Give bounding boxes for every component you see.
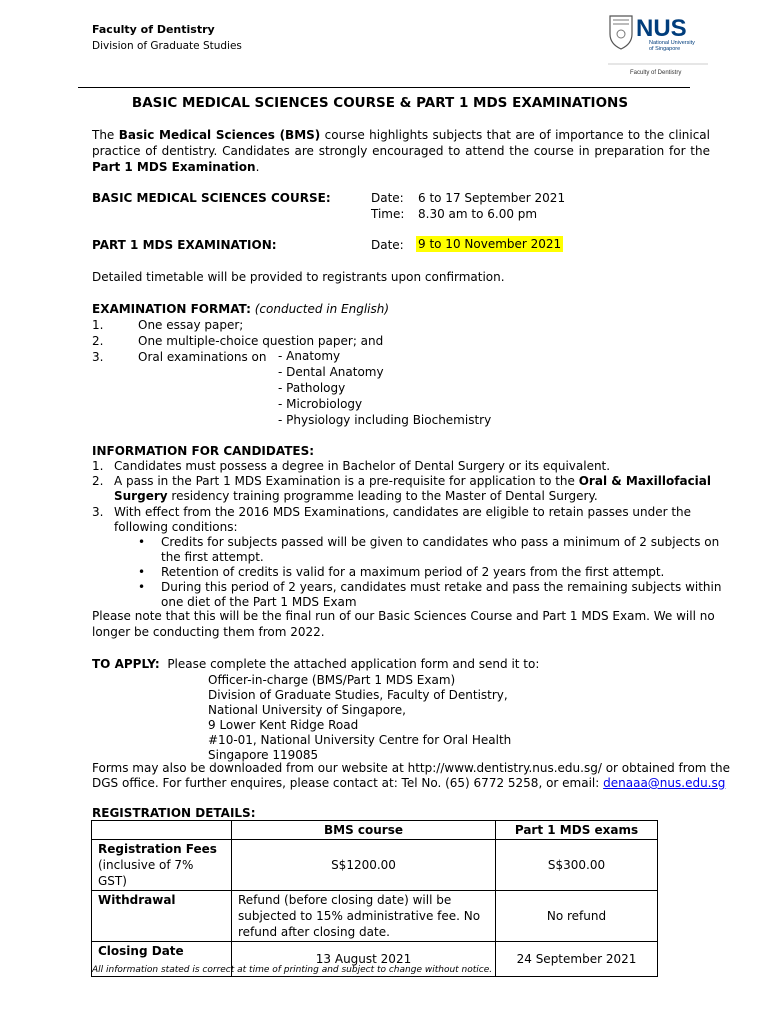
mds-date-label: Date:	[371, 238, 404, 252]
table-row	[92, 891, 658, 942]
registration-table	[91, 820, 658, 977]
condition-bullet-item	[138, 579, 721, 609]
intro-text: The	[92, 128, 119, 142]
intro-text: course highlights subjects that are of importance to the clinical practice of dentistry. Candidates are strongly encouraged to attend the course in preparation for the	[92, 128, 710, 158]
row-label-text: Withdrawal	[98, 893, 176, 907]
exam-format-item	[92, 333, 384, 349]
exam-format-item-text: Oral examinations on	[138, 350, 267, 364]
apply-line	[92, 656, 539, 672]
mds-exam-label: PART 1 MDS EXAMINATION:	[92, 238, 277, 252]
info-item-2-line1	[114, 473, 711, 489]
bullet-icon: •	[138, 565, 146, 579]
condition-bullet-item	[138, 564, 721, 579]
division-name: Division of Graduate Studies	[92, 40, 242, 52]
exam-format-note: (conducted in English)	[254, 302, 390, 316]
row-label-sub: (inclusive of 7% GST)	[98, 858, 194, 888]
table-header-cell: BMS course	[232, 821, 496, 840]
table-header-cell	[92, 821, 232, 840]
info-item-2-text-cont: residency training programme leading to the Master of Dental Surgery.	[167, 489, 598, 503]
bullet-text: Retention of credits is valid for a maximum period of 2 years from the first attempt.	[161, 565, 665, 579]
footer-disclaimer: All information stated is correct at time of printing and subject to change without notice.	[92, 965, 493, 975]
exam-format-item-number: 1.	[92, 318, 104, 332]
mds-date-highlighted: 9 to 10 November 2021	[418, 237, 562, 251]
forms-note-line1: Forms may also be downloaded from our website at http://www.dentistry.nus.edu.sg/ or obtained from the	[92, 761, 730, 775]
exam-format-heading	[92, 301, 389, 317]
table-cell: No refund	[496, 891, 658, 942]
info-item-2-line2	[114, 488, 598, 504]
address-line: National University of Singapore,	[208, 703, 406, 717]
address-block	[208, 672, 511, 762]
timetable-note: Detailed timetable will be provided to registrants upon confirmation.	[92, 270, 505, 284]
exam-format-item-text: One essay paper;	[138, 318, 244, 332]
exam-format-item-number: 3.	[92, 350, 104, 364]
page-title: BASIC MEDICAL SCIENCES COURSE & PART 1 MDS EXAMINATIONS	[131, 95, 629, 111]
email-link[interactable]: denaaa@nus.edu.sg	[603, 776, 726, 790]
exam-format-item	[92, 349, 292, 365]
nus-crest-icon	[608, 12, 713, 78]
table-header-row	[92, 821, 658, 840]
logo-subtitle: Faculty of Dentistry	[630, 70, 682, 76]
forms-note-line2	[92, 775, 725, 791]
table-cell: Refund (before closing date) will be subjected to 15% administrative fee. No refund after closing date.	[232, 891, 496, 942]
address-line: Division of Graduate Studies, Faculty of Dentistry,	[208, 688, 508, 702]
nus-logo	[608, 12, 713, 78]
forms-note-text: DGS office. For further enquires, please contact at: Tel No. (65) 6772 5258, or email:	[92, 776, 604, 790]
bullet-text-cont: one diet of the Part 1 MDS Exam	[161, 595, 357, 609]
bms-time: 8.30 am to 6.00 pm	[418, 207, 538, 221]
oral-subject-item: - Microbiology	[278, 397, 363, 411]
info-item-3-line1: With effect from the 2016 MDS Examinations, candidates are eligible to retain passes under the	[114, 505, 692, 519]
info-item-2-num: 2.	[92, 474, 104, 488]
exam-format-item	[92, 317, 292, 333]
row-label-text: Closing Date	[98, 944, 184, 958]
table-row	[92, 840, 658, 891]
apply-text: Please complete the attached application form and send it to:	[167, 657, 540, 671]
final-run-note-line1: Please note that this will be the final run of our Basic Sciences Course and Part 1 MDS Exam. We will no	[92, 609, 715, 623]
address-line: Singapore 119085	[208, 748, 319, 762]
info-item-1-num: 1.	[92, 459, 104, 473]
info-heading: INFORMATION FOR CANDIDATES:	[92, 444, 315, 458]
bms-date: 6 to 17 September 2021	[418, 191, 566, 205]
oral-subject-item: - Pathology	[278, 381, 346, 395]
condition-bullet-item	[138, 534, 721, 564]
intro-bold-mds: Part 1 MDS Examination	[92, 160, 256, 174]
exam-format-title: EXAMINATION FORMAT:	[92, 302, 251, 316]
bullet-icon: •	[138, 580, 146, 594]
oral-subject-item: - Dental Anatomy	[278, 365, 384, 379]
info-item-2-bold-cont: Surgery	[114, 489, 168, 503]
info-item-3-line2: following conditions:	[114, 520, 238, 534]
bms-time-label: Time:	[371, 207, 405, 221]
registration-heading: REGISTRATION DETAILS:	[92, 806, 256, 820]
bullet-text-cont: the first attempt.	[161, 550, 264, 564]
bullet-icon: •	[138, 535, 146, 549]
intro-paragraph	[92, 127, 710, 175]
intro-bold-bms: Basic Medical Sciences (BMS)	[118, 128, 321, 142]
exam-format-item-text: One multiple-choice question paper; and	[138, 334, 384, 348]
info-item-2-bold: Oral & Maxillofacial	[578, 474, 712, 488]
exam-format-item-number: 2.	[92, 334, 104, 348]
faculty-name: Faculty of Dentistry	[92, 23, 215, 36]
logo-line: National University	[649, 40, 695, 46]
address-line: 9 Lower Kent Ridge Road	[208, 718, 359, 732]
logo-wordmark: NUS	[636, 15, 687, 42]
oral-subject-list	[278, 348, 491, 428]
bms-date-label: Date:	[371, 191, 404, 205]
logo-line: of Singapore	[649, 46, 681, 52]
table-header-cell: Part 1 MDS exams	[496, 821, 658, 840]
oral-subject-item: - Anatomy	[278, 349, 341, 363]
table-cell: 24 September 2021	[496, 942, 658, 977]
address-line: Officer-in-charge (BMS/Part 1 MDS Exam)	[208, 673, 456, 687]
address-line: #10-01, National University Centre for Oral Health	[208, 733, 512, 747]
table-cell: S$1200.00	[232, 840, 496, 891]
header-rule	[78, 87, 690, 88]
bms-course-label: BASIC MEDICAL SCIENCES COURSE:	[92, 191, 331, 205]
table-cell: 13 August 2021	[232, 942, 496, 977]
table-row-label	[92, 891, 232, 942]
bullet-text: During this period of 2 years, candidates must retake and pass the remaining subjects within	[161, 580, 722, 594]
info-item-2-text: A pass in the Part 1 MDS Examination is a pre-requisite for application to the	[114, 474, 579, 488]
condition-bullets	[138, 534, 721, 609]
final-run-note-line2: longer be conducting them from 2022.	[92, 625, 325, 639]
intro-text: .	[255, 160, 260, 174]
info-item-3-num: 3.	[92, 505, 104, 519]
bullet-text: Credits for subjects passed will be given to candidates who pass a minimum of 2 subjects on	[161, 535, 720, 549]
info-item-1: Candidates must possess a degree in Bachelor of Dental Surgery or its equivalent.	[114, 459, 611, 473]
apply-heading: TO APPLY:	[92, 657, 160, 671]
table-cell: S$300.00	[496, 840, 658, 891]
oral-subject-item: - Physiology including Biochemistry	[278, 413, 492, 427]
row-label-text: Registration Fees	[98, 842, 217, 856]
table-row-label	[92, 840, 232, 891]
